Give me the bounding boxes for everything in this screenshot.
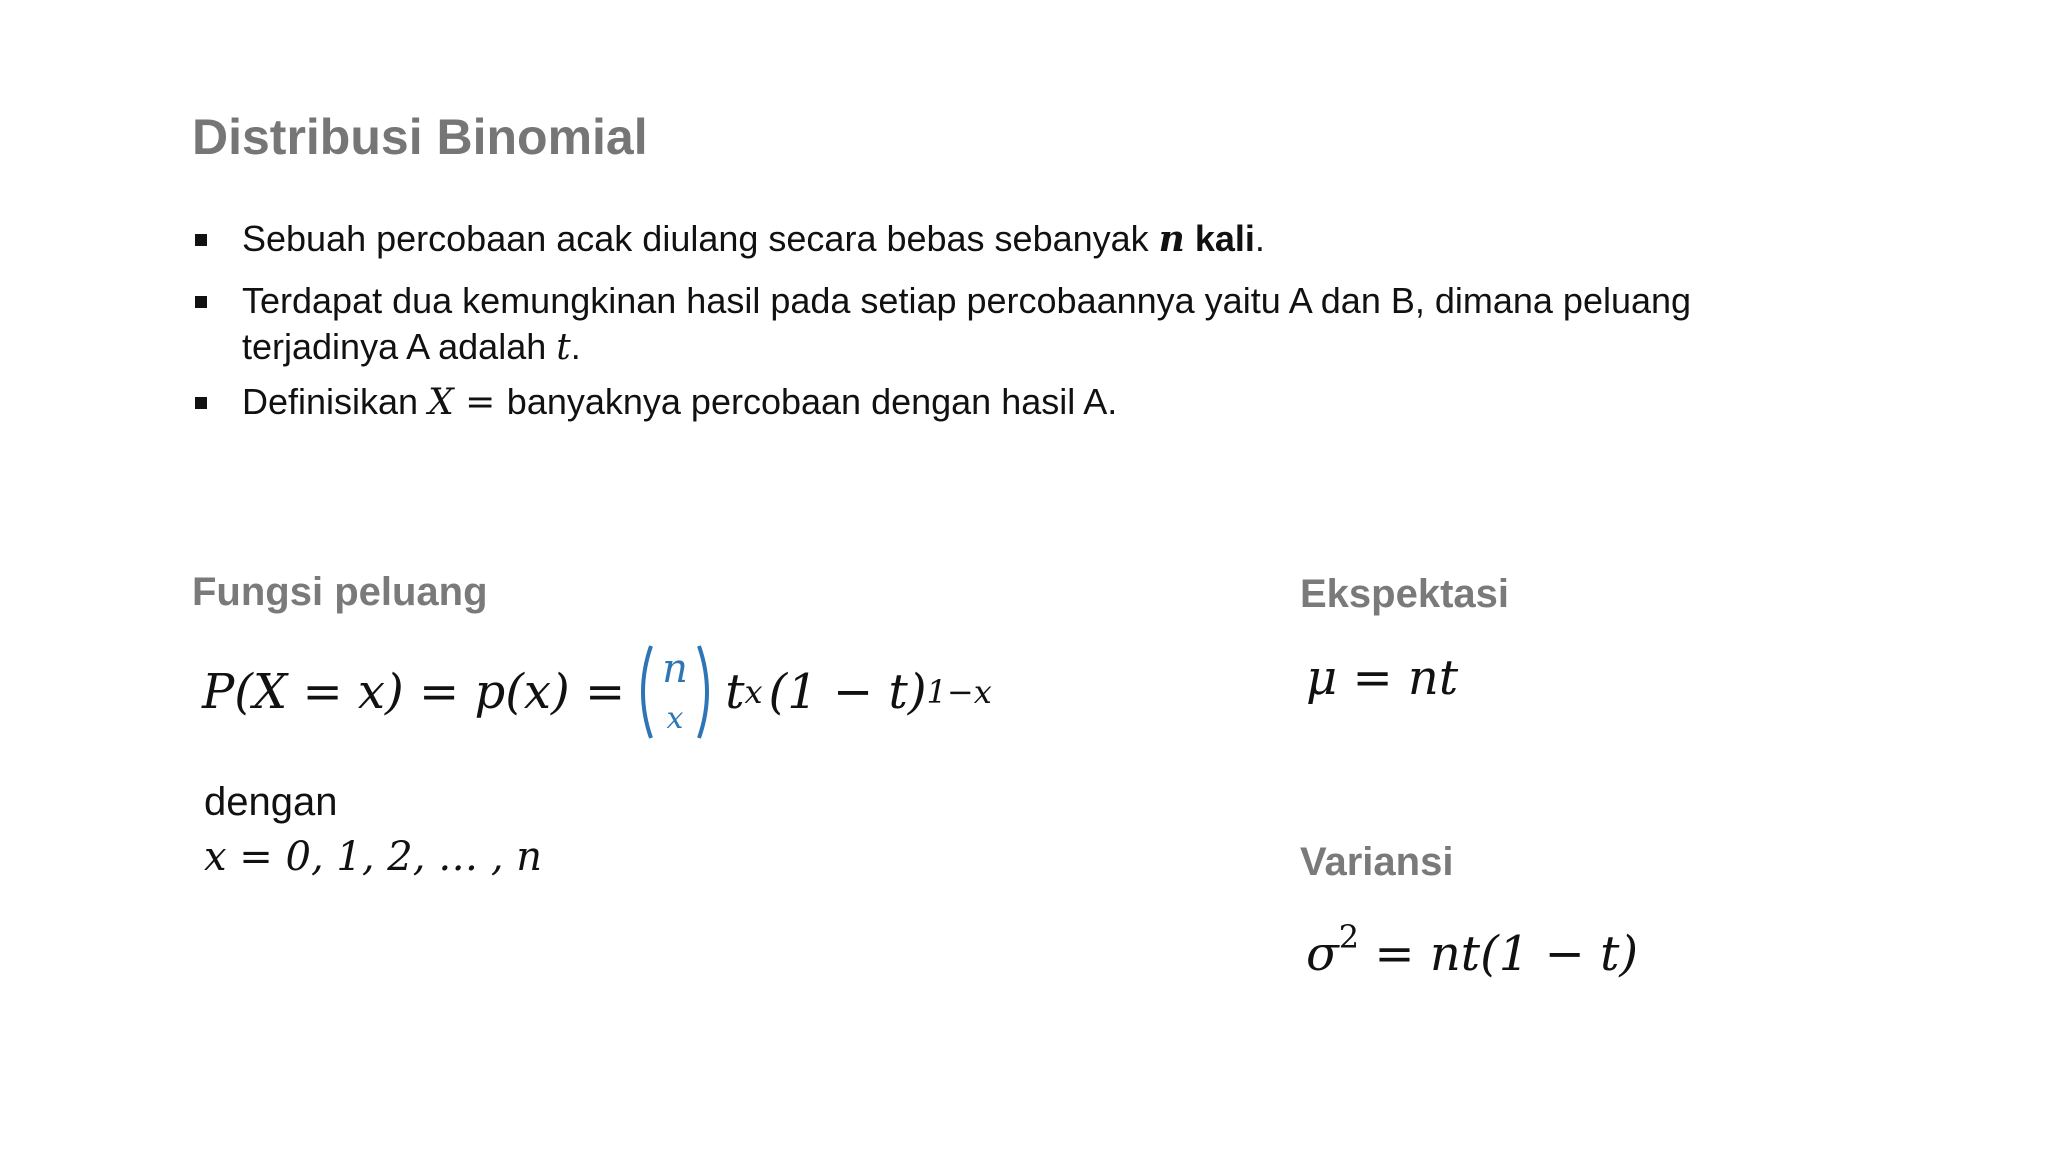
bullet-item (192, 216, 1812, 262)
variansi-heading: Variansi (1300, 840, 1454, 884)
var-n: n (1158, 218, 1185, 260)
fungsi-heading: Fungsi peluang (192, 570, 488, 614)
bullet-text: Definisikan (242, 381, 429, 422)
pmf-factor-exponent: 1−x (926, 673, 992, 711)
bullet-text: Terdapat dua kemungkinan hasil pada setiap percobaannya yaitu A dan B, dimana peluang terjadinya A adalah (242, 280, 1692, 367)
binom-top: n (662, 646, 689, 692)
kali-text: kali (1194, 218, 1255, 259)
period: . (1254, 218, 1265, 259)
bullet-item (192, 278, 1812, 371)
var-X: X (428, 382, 454, 423)
support-range: x = 0, 1, 2, … , n (204, 834, 543, 880)
period: . (570, 326, 581, 367)
slide-title: Distribusi Binomial (192, 109, 648, 165)
pmf-t-exponent: x (744, 673, 763, 711)
variansi-formula (1306, 918, 1638, 982)
bullet-square-icon (195, 234, 207, 246)
sigma: σ (1306, 926, 1339, 982)
bullet-list (192, 216, 1812, 426)
bullet-text-rest: banyaknya percobaan dengan hasil A. (506, 381, 1118, 422)
bullet-square-icon (195, 296, 207, 308)
equals-sign: = (453, 382, 507, 423)
ekspektasi-heading: Ekspektasi (1300, 572, 1510, 616)
pmf-formula (202, 642, 992, 742)
dengan-label: dengan (204, 780, 338, 824)
var-t: t (556, 327, 571, 368)
pmf-t: t (725, 664, 745, 720)
binomial-coefficient (637, 642, 713, 742)
bullet-text: Sebuah percobaan acak diulang secara bebas sebanyak (242, 218, 1159, 259)
variansi-rhs: = nt(1 − t) (1359, 926, 1639, 982)
ekspektasi-formula: μ = nt (1306, 650, 1459, 706)
pmf-factor: (1 − t) (768, 664, 927, 720)
bullet-item (192, 379, 1812, 426)
pmf-lhs: P(X = x) = p(x) = (202, 664, 626, 720)
sigma-exponent: 2 (1338, 918, 1360, 956)
bullet-square-icon (195, 397, 207, 409)
binom-bottom: x (666, 701, 684, 736)
